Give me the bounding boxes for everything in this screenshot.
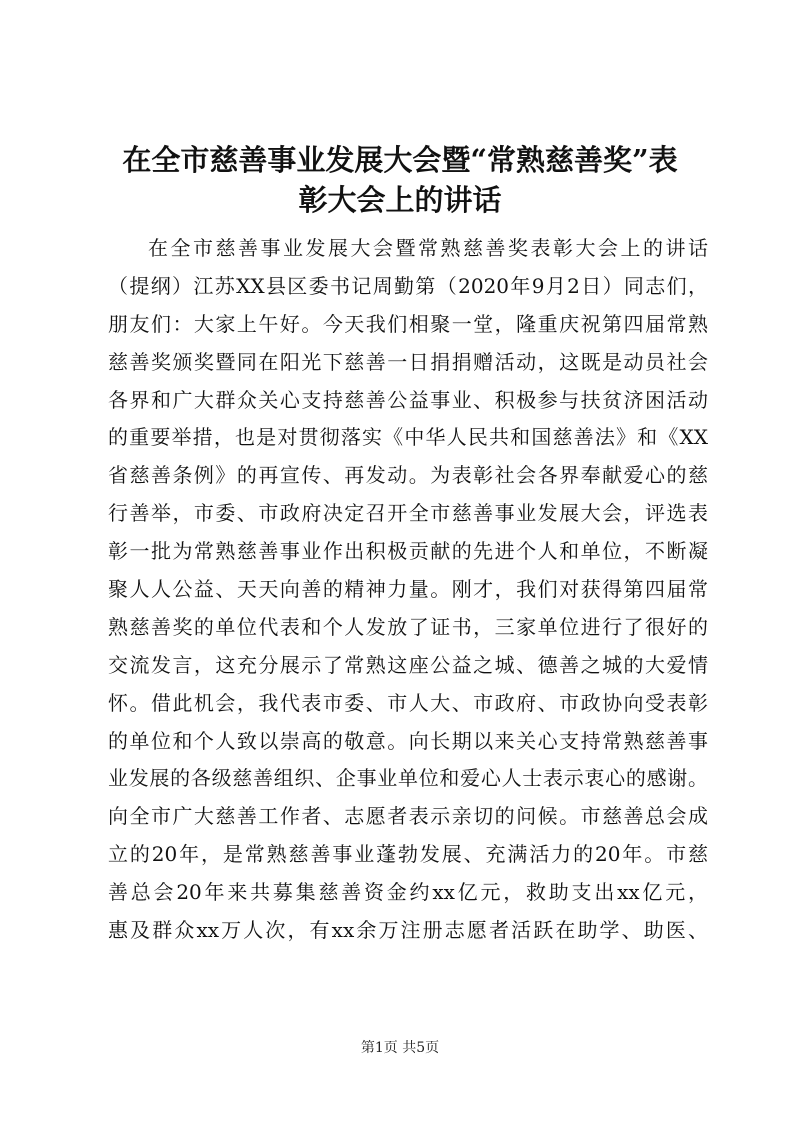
body-line: 朋友们：大家上午好。今天我们相聚一堂，隆重庆祝第四届常熟 xyxy=(108,311,708,336)
body-line: 善总会20年来共募集慈善资金约xx亿元，救助支出xx亿元， xyxy=(108,880,708,905)
body-line: 在全市慈善事业发展大会暨常熟慈善奖表彰大会上的讲话 xyxy=(148,236,708,260)
title-line-1: 在全市慈善事业发展大会暨“常熟慈善奖”表 xyxy=(122,143,678,177)
body-line: 的重要举措，也是对贯彻落实《中华人民共和国慈善法》和《XX xyxy=(108,425,708,450)
body-line: 慈善奖颁奖暨同在阳光下慈善一日捐捐赠活动，这既是动员社会 xyxy=(108,349,708,374)
body-line: 的单位和个人致以崇高的敬意。向长期以来关心支持常熟慈善事 xyxy=(108,728,708,753)
body-line: 聚人人公益、天天向善的精神力量。刚才，我们对获得第四届常 xyxy=(108,577,708,602)
document-title xyxy=(100,140,700,220)
body-line: （提纲）江苏XX县区委书记周勤第（2020年9月2日）同志们， xyxy=(108,273,708,298)
body-line: 彰一批为常熟慈善事业作出积极贡献的先进个人和单位，不断凝 xyxy=(108,539,708,564)
body-line: 行善举，市委、市政府决定召开全市慈善事业发展大会，评选表 xyxy=(108,501,708,526)
body-line: 熟慈善奖的单位代表和个人发放了证书，三家单位进行了很好的 xyxy=(108,614,708,639)
document-body xyxy=(108,230,708,950)
body-line: 向全市广大慈善工作者、志愿者表示亲切的问候。市慈善总会成 xyxy=(108,804,708,829)
body-line: 各界和广大群众关心支持慈善公益事业、积极参与扶贫济困活动 xyxy=(108,387,708,412)
page-footer: 第1页 共5页 xyxy=(360,1040,440,1056)
body-line: 交流发言，这充分展示了常熟这座公益之城、德善之城的大爱情 xyxy=(108,652,708,677)
title-line-2: 彰大会上的讲话 xyxy=(298,183,502,217)
body-line: 省慈善条例》的再宣传、再发动。为表彰社会各界奉献爱心的慈 xyxy=(108,463,708,488)
body-line: 立的20年，是常熟慈善事业蓬勃发展、充满活力的20年。市慈 xyxy=(108,842,708,867)
body-line: 怀。借此机会，我代表市委、市人大、市政府、市政协向受表彰 xyxy=(108,690,708,715)
body-line: 业发展的各级慈善组织、企事业单位和爱心人士表示衷心的感谢。 xyxy=(108,766,708,791)
body-line: 惠及群众xx万人次，有xx余万注册志愿者活跃在助学、助医、 xyxy=(108,918,708,943)
